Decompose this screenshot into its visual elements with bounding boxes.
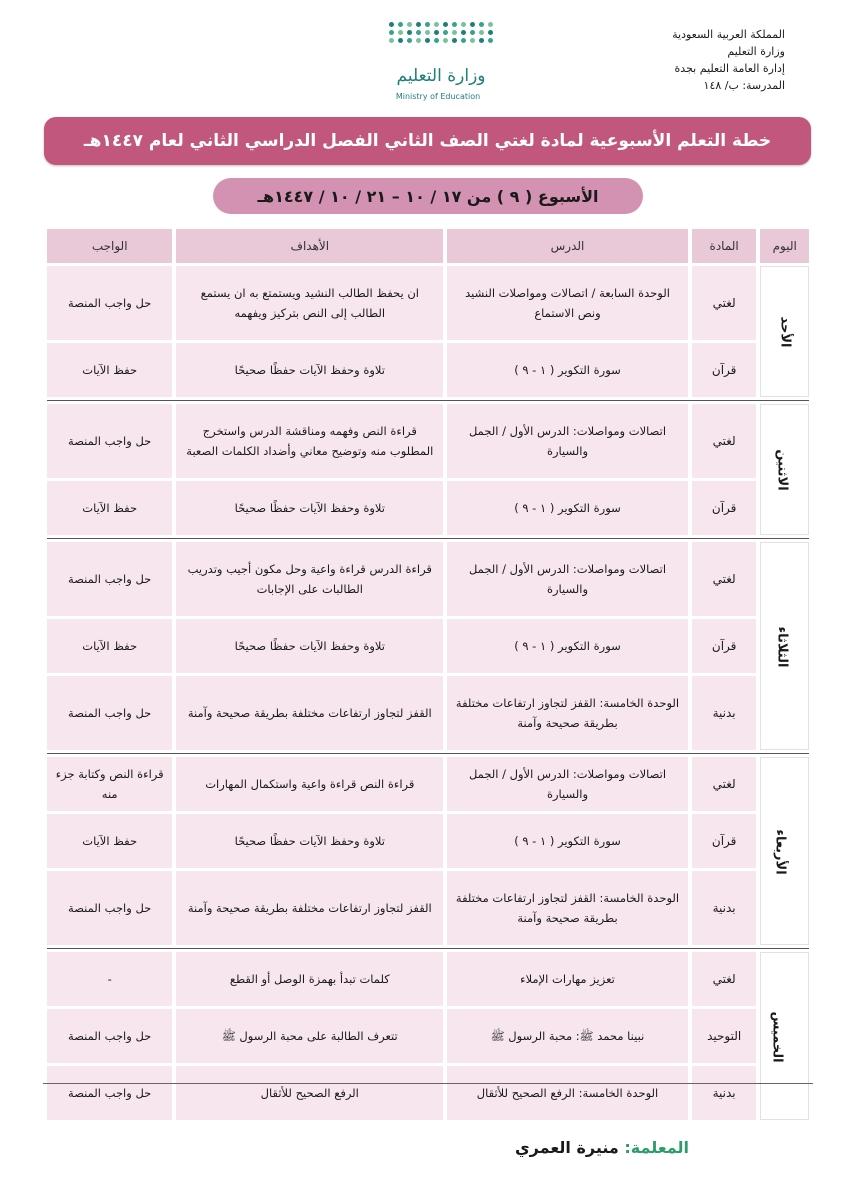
day-cell	[760, 952, 809, 1120]
logo-dot	[470, 22, 475, 27]
homework-cell: حل واجب المنصة	[47, 676, 172, 750]
plan-title: خطة التعلم الأسبوعية لمادة لغتي الصف الثاني الفصل الدراسي الثاني لعام ١٤٤٧هـ	[44, 117, 811, 165]
logo-dot	[452, 38, 457, 43]
goals-cell: قراءة الدرس قراءة واعية وحل مكون أجيب وتدريب الطالبات على الإجابات	[176, 542, 443, 616]
lesson-cell: الوحدة الخامسة: القفز لتجاوز ارتفاعات مختلفة بطريقة صحيحة وآمنة	[447, 676, 688, 750]
day-label: الثلاثاء	[774, 626, 790, 667]
subject-cell: قرآن	[692, 814, 757, 868]
table-row	[47, 1066, 809, 1120]
day-cell	[760, 542, 809, 750]
lesson-cell: سورة التكوير ( ١ - ٩ )	[447, 619, 688, 673]
lesson-cell: الوحدة السابعة / اتصالات ومواصلات النشيد ونص الاستماع	[447, 266, 688, 340]
subject-cell: بدنية	[692, 676, 757, 750]
logo-dot	[461, 38, 466, 43]
logo-dot	[407, 22, 412, 27]
logo-dot	[443, 22, 448, 27]
logo-dot	[425, 38, 430, 43]
logo-dot	[416, 38, 421, 43]
teacher-name: منيرة العمري	[515, 1138, 619, 1157]
week-range: الأسبوع ( ٩ ) من ١٧ / ١٠ – ٢١ / ١٠ / ١٤٤٧هـ	[213, 178, 643, 214]
table-row	[47, 871, 809, 945]
table-row	[47, 757, 809, 811]
administration-name: إدارة العامة التعليم بجدة	[674, 62, 785, 75]
lesson-cell: سورة التكوير ( ١ - ٩ )	[447, 343, 688, 397]
homework-cell: حفظ الآيات	[47, 343, 172, 397]
logo-dot	[479, 38, 484, 43]
school-name: المدرسة: ب/ ١٤٨	[703, 79, 785, 92]
homework-cell: -	[47, 952, 172, 1006]
table-row	[47, 266, 809, 340]
logo-dot	[407, 38, 412, 43]
logo-dot	[389, 22, 394, 27]
homework-cell: حل واجب المنصة	[47, 1009, 172, 1063]
homework-cell: حل واجب المنصة	[47, 871, 172, 945]
logo-dot	[398, 22, 403, 27]
table-row	[47, 481, 809, 535]
homework-cell: حل واجب المنصة	[47, 404, 172, 478]
logo-dot	[479, 22, 484, 27]
day-label: الاثنين	[774, 449, 790, 491]
logo-dot	[434, 38, 439, 43]
day-label: الخميس	[769, 1010, 785, 1063]
table-row	[47, 542, 809, 616]
logo-dot	[389, 38, 394, 43]
logo-dot	[398, 30, 403, 35]
logo-dot	[398, 38, 403, 43]
header-day: اليوم	[760, 229, 809, 263]
table-row	[47, 952, 809, 1006]
goals-cell: تلاوة وحفظ الآيات حفظًا صحيحًا	[176, 481, 443, 535]
goals-cell: تلاوة وحفظ الآيات حفظًا صحيحًا	[176, 343, 443, 397]
ministry-logo	[385, 22, 495, 104]
day-separator-line	[47, 753, 809, 754]
header-subject: المادة	[692, 229, 757, 263]
homework-cell: حفظ الآيات	[47, 814, 172, 868]
table-row	[47, 404, 809, 478]
goals-cell: القفز لتجاوز ارتفاعات مختلفة بطريقة صحيحة وآمنة	[176, 676, 443, 750]
goals-cell: الرفع الصحيح للأثقال	[176, 1066, 443, 1120]
goals-cell: تتعرف الطالبة على محبة الرسول ﷺ	[176, 1009, 443, 1063]
lesson-cell: اتصالات ومواصلات: الدرس الأول / الجمل والسيارة	[447, 404, 688, 478]
table-header-row	[47, 229, 809, 263]
homework-cell: حل واجب المنصة	[47, 542, 172, 616]
table-row	[47, 814, 809, 868]
logo-dot	[434, 22, 439, 27]
logo-dot	[452, 30, 457, 35]
lesson-cell: اتصالات ومواصلات: الدرس الأول / الجمل والسيارة	[447, 542, 688, 616]
subject-cell: لغتي	[692, 542, 757, 616]
day-label: الأحد	[777, 316, 793, 348]
logo-dot	[461, 22, 466, 27]
subject-cell: لغتي	[692, 266, 757, 340]
day-cell	[760, 266, 809, 397]
lesson-cell: سورة التكوير ( ١ - ٩ )	[447, 814, 688, 868]
subject-cell: لغتي	[692, 952, 757, 1006]
logo-dot	[389, 30, 394, 35]
header-lesson: الدرس	[447, 229, 688, 263]
day-separator	[47, 538, 809, 539]
teacher-label: المعلمة:	[624, 1138, 689, 1157]
logo-dot	[443, 30, 448, 35]
day-cell	[760, 404, 809, 535]
goals-cell: تلاوة وحفظ الآيات حفظًا صحيحًا	[176, 814, 443, 868]
table-row	[47, 676, 809, 750]
subject-cell: التوحيد	[692, 1009, 757, 1063]
logo-dot	[443, 38, 448, 43]
goals-cell: قراءة النص وفهمه ومناقشة الدرس واستخرج المطلوب منه وتوضيح معاني وأضداد الكلمات الصعبة	[176, 404, 443, 478]
ministry-name: وزارة التعليم	[727, 45, 785, 58]
logo-dot	[416, 30, 421, 35]
homework-cell: حفظ الآيات	[47, 481, 172, 535]
lesson-cell: نبينا محمد ﷺ: محبة الرسول ﷺ	[447, 1009, 688, 1063]
logo-dot	[434, 30, 439, 35]
lesson-cell: اتصالات ومواصلات: الدرس الأول / الجمل والسيارة	[447, 757, 688, 811]
header-goals: الأهداف	[176, 229, 443, 263]
subject-cell: قرآن	[692, 619, 757, 673]
subject-cell: قرآن	[692, 343, 757, 397]
table-row	[47, 343, 809, 397]
header-homework: الواجب	[47, 229, 172, 263]
goals-cell: قراءة النص قراءة واعية واستكمال المهارات	[176, 757, 443, 811]
day-separator-line	[47, 948, 809, 949]
goals-cell: تلاوة وحفظ الآيات حفظًا صحيحًا	[176, 619, 443, 673]
logo-dot	[416, 22, 421, 27]
subject-cell: لغتي	[692, 757, 757, 811]
day-separator-line	[47, 400, 809, 401]
day-separator	[47, 400, 809, 401]
day-separator	[47, 948, 809, 949]
day-separator	[47, 753, 809, 754]
table-row	[47, 1009, 809, 1063]
logo-dot	[488, 30, 493, 35]
logo-dot	[452, 22, 457, 27]
goals-cell: ان يحفظ الطالب النشيد ويستمتع به ان يستمع الطالب إلى النص بتركيز ويفهمه	[176, 266, 443, 340]
logo-arabic-text: وزارة التعليم	[396, 66, 486, 86]
lesson-cell: سورة التكوير ( ١ - ٩ )	[447, 481, 688, 535]
homework-cell: حفظ الآيات	[47, 619, 172, 673]
logo-dot	[407, 30, 412, 35]
lesson-cell: الوحدة الخامسة: القفز لتجاوز ارتفاعات مختلفة بطريقة صحيحة وآمنة	[447, 871, 688, 945]
logo-dot	[470, 38, 475, 43]
table-row	[47, 619, 809, 673]
logo-dot	[425, 22, 430, 27]
logo-dot	[488, 22, 493, 27]
logo-dot	[425, 30, 430, 35]
homework-cell: حل واجب المنصة	[47, 1066, 172, 1120]
goals-cell: كلمات تبدأ بهمزة الوصل أو القطع	[176, 952, 443, 1006]
subject-cell: لغتي	[692, 404, 757, 478]
day-label: الأربعاء	[772, 828, 788, 875]
teacher-signature	[515, 1138, 689, 1157]
logo-dots-icon	[389, 22, 495, 43]
subject-cell: قرآن	[692, 481, 757, 535]
subject-cell: بدنية	[692, 871, 757, 945]
logo-dot	[479, 30, 484, 35]
day-cell	[760, 757, 809, 945]
logo-dot	[488, 38, 493, 43]
country-name: المملكة العربية السعودية	[672, 28, 785, 41]
homework-cell: قراءة النص وكتابة جزء منه	[47, 757, 172, 811]
day-separator-line	[47, 538, 809, 539]
goals-cell: القفز لتجاوز ارتفاعات مختلفة بطريقة صحيحة وآمنة	[176, 871, 443, 945]
logo-english-text: Ministry of Education	[395, 92, 481, 101]
weekly-plan-table	[43, 226, 813, 1123]
lesson-cell: تعزيز مهارات الإملاء	[447, 952, 688, 1006]
table-bottom-rule	[43, 1083, 813, 1084]
logo-dot	[470, 30, 475, 35]
homework-cell: حل واجب المنصة	[47, 266, 172, 340]
lesson-cell: الوحدة الخامسة: الرفع الصحيح للأثقال	[447, 1066, 688, 1120]
logo-dot	[461, 30, 466, 35]
header-info	[595, 26, 785, 94]
subject-cell: بدنية	[692, 1066, 757, 1120]
